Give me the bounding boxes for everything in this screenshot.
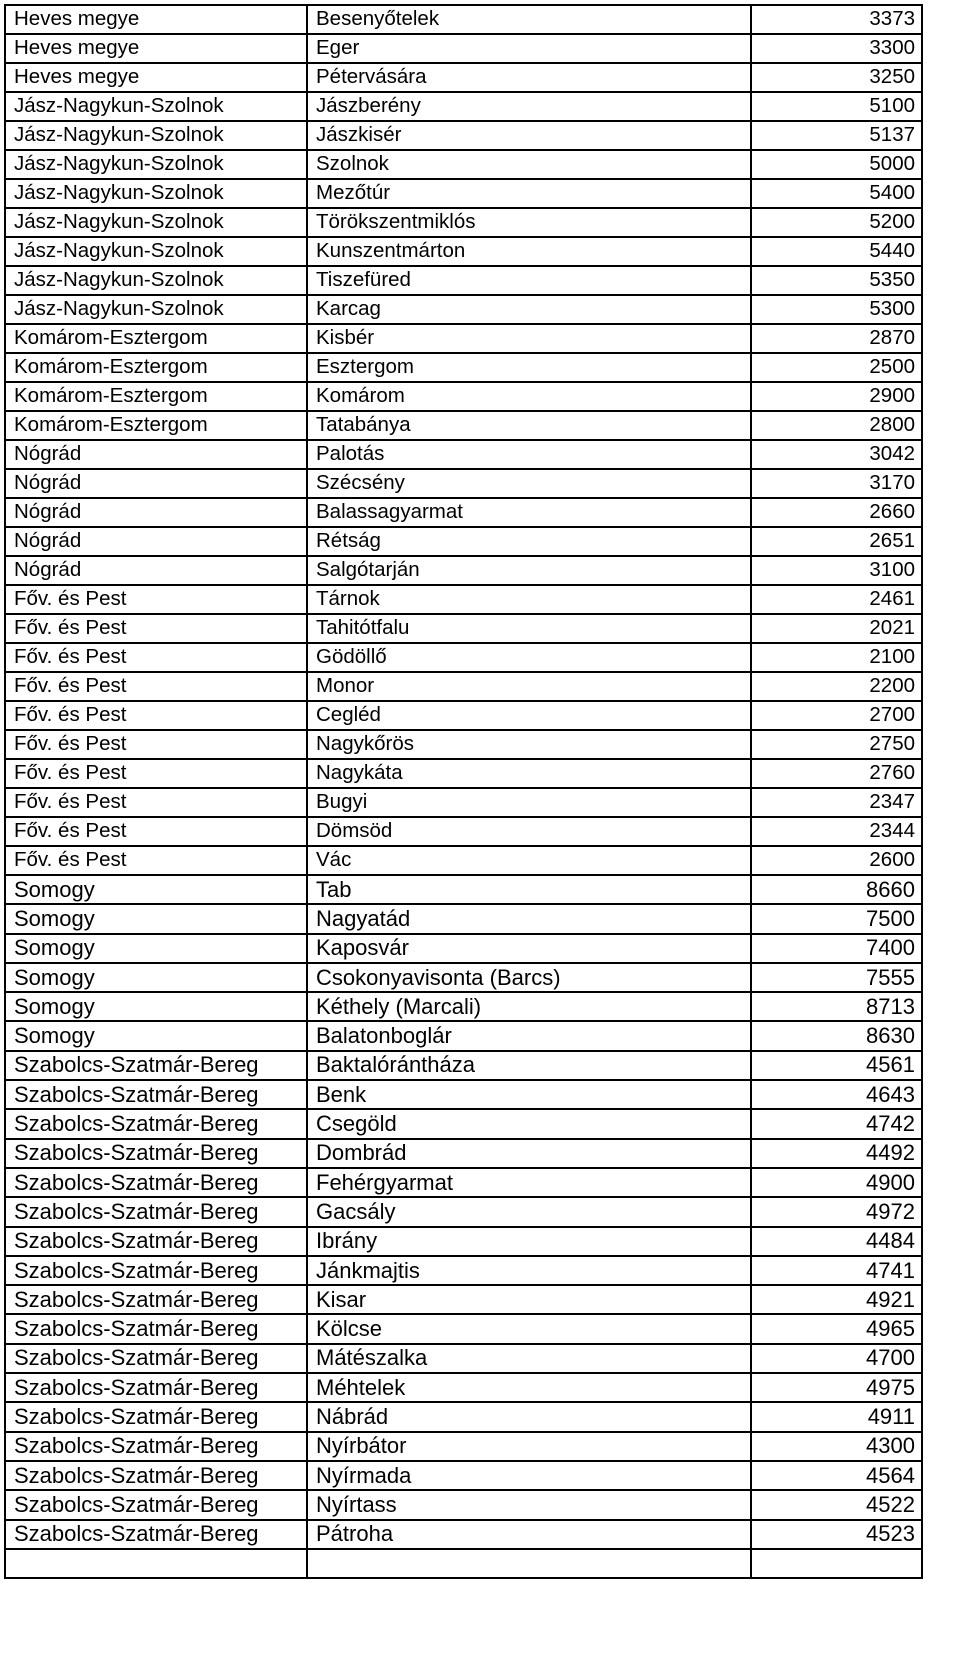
county-cell: Főv. és Pest — [5, 701, 307, 730]
town-cell: Csegöld — [307, 1109, 751, 1138]
county-cell: Nógrád — [5, 556, 307, 585]
town-cell: Gödöllő — [307, 643, 751, 672]
zip-cell: 5200 — [751, 208, 922, 237]
town-cell: Nagykőrös — [307, 730, 751, 759]
table-row — [5, 92, 922, 121]
county-cell: Főv. és Pest — [5, 788, 307, 817]
county-cell: Főv. és Pest — [5, 846, 307, 875]
table-row — [5, 440, 922, 469]
table-row — [5, 121, 922, 150]
town-cell: Gacsály — [307, 1197, 751, 1226]
table-row — [5, 875, 922, 904]
county-cell: Jász-Nagykun-Szolnok — [5, 92, 307, 121]
zip-cell: 4700 — [751, 1344, 922, 1373]
town-cell: Eger — [307, 34, 751, 63]
zip-cell: 4975 — [751, 1373, 922, 1402]
table-row — [5, 963, 922, 992]
zip-cell: 5000 — [751, 150, 922, 179]
table-row — [5, 266, 922, 295]
town-cell: Vác — [307, 846, 751, 875]
county-cell: Szabolcs-Szatmár-Bereg — [5, 1197, 307, 1226]
county-cell: Somogy — [5, 904, 307, 933]
zip-cell: 4741 — [751, 1256, 922, 1285]
town-cell: Jánkmajtis — [307, 1256, 751, 1285]
zip-cell: 4742 — [751, 1109, 922, 1138]
town-cell: Tab — [307, 875, 751, 904]
table-row — [5, 5, 922, 34]
table-row — [5, 1373, 922, 1402]
zip-cell: 4561 — [751, 1051, 922, 1080]
table-row — [5, 934, 922, 963]
county-cell: Komárom-Esztergom — [5, 353, 307, 382]
zip-cell: 5300 — [751, 295, 922, 324]
zip-cell: 4484 — [751, 1227, 922, 1256]
table-row — [5, 527, 922, 556]
table-row — [5, 469, 922, 498]
county-cell: Jász-Nagykun-Szolnok — [5, 150, 307, 179]
town-cell: Méhtelek — [307, 1373, 751, 1402]
zip-cell: 4921 — [751, 1285, 922, 1314]
county-cell: Szabolcs-Szatmár-Bereg — [5, 1109, 307, 1138]
county-cell: Szabolcs-Szatmár-Bereg — [5, 1373, 307, 1402]
zip-cell: 2800 — [751, 411, 922, 440]
town-cell: Tárnok — [307, 585, 751, 614]
county-cell: Jász-Nagykun-Szolnok — [5, 179, 307, 208]
county-cell: Somogy — [5, 1021, 307, 1050]
postal-code-table — [4, 4, 923, 1579]
county-cell: Szabolcs-Szatmár-Bereg — [5, 1402, 307, 1431]
table-row — [5, 63, 922, 92]
county-cell: Komárom-Esztergom — [5, 324, 307, 353]
county-cell: Szabolcs-Szatmár-Bereg — [5, 1461, 307, 1490]
town-cell: Nábrád — [307, 1402, 751, 1431]
county-cell: Szabolcs-Szatmár-Bereg — [5, 1314, 307, 1343]
zip-cell: 4911 — [751, 1402, 922, 1431]
table-row — [5, 846, 922, 875]
zip-cell: 2760 — [751, 759, 922, 788]
table-row — [5, 1432, 922, 1461]
county-cell: Szabolcs-Szatmár-Bereg — [5, 1080, 307, 1109]
county-cell: Komárom-Esztergom — [5, 382, 307, 411]
zip-cell: 4523 — [751, 1520, 922, 1549]
town-cell: Szécsény — [307, 469, 751, 498]
zip-cell: 2660 — [751, 498, 922, 527]
county-cell: Jász-Nagykun-Szolnok — [5, 237, 307, 266]
town-cell: Mezőtúr — [307, 179, 751, 208]
county-cell: Nógrád — [5, 469, 307, 498]
zip-cell: 3250 — [751, 63, 922, 92]
zip-cell: 4300 — [751, 1432, 922, 1461]
zip-cell: 4522 — [751, 1490, 922, 1519]
table-row — [5, 34, 922, 63]
county-cell: Főv. és Pest — [5, 730, 307, 759]
town-cell: Nyírmada — [307, 1461, 751, 1490]
zip-cell: 7555 — [751, 963, 922, 992]
table-row — [5, 1402, 922, 1431]
county-cell: Heves megye — [5, 63, 307, 92]
zip-cell: 2900 — [751, 382, 922, 411]
zip-cell: 3100 — [751, 556, 922, 585]
zip-cell: 5100 — [751, 92, 922, 121]
zip-cell: 4900 — [751, 1168, 922, 1197]
zip-cell: 2200 — [751, 672, 922, 701]
table-row — [5, 614, 922, 643]
town-cell: Kéthely (Marcali) — [307, 992, 751, 1021]
county-cell: Heves megye — [5, 34, 307, 63]
zip-cell: 2870 — [751, 324, 922, 353]
zip-cell: 3170 — [751, 469, 922, 498]
table-body — [5, 5, 922, 1578]
town-cell: Cegléd — [307, 701, 751, 730]
town-cell: Baktalórántháza — [307, 1051, 751, 1080]
zip-cell: 7500 — [751, 904, 922, 933]
town-cell: Balassagyarmat — [307, 498, 751, 527]
county-cell: Főv. és Pest — [5, 817, 307, 846]
town-cell: Esztergom — [307, 353, 751, 382]
zip-cell: 2750 — [751, 730, 922, 759]
zip-cell: 5350 — [751, 266, 922, 295]
town-cell: Csokonyavisonta (Barcs) — [307, 963, 751, 992]
table-row — [5, 1139, 922, 1168]
county-cell: Szabolcs-Szatmár-Bereg — [5, 1285, 307, 1314]
town-cell: Karcag — [307, 295, 751, 324]
table-row — [5, 1461, 922, 1490]
table-row — [5, 1520, 922, 1549]
zip-cell: 2347 — [751, 788, 922, 817]
county-cell: Szabolcs-Szatmár-Bereg — [5, 1344, 307, 1373]
table-row — [5, 1021, 922, 1050]
table-row — [5, 1344, 922, 1373]
county-cell: Szabolcs-Szatmár-Bereg — [5, 1490, 307, 1519]
zip-cell: 5440 — [751, 237, 922, 266]
table-row — [5, 1197, 922, 1226]
table-row — [5, 730, 922, 759]
county-cell: Szabolcs-Szatmár-Bereg — [5, 1227, 307, 1256]
county-cell: Főv. és Pest — [5, 759, 307, 788]
county-cell: Jász-Nagykun-Szolnok — [5, 208, 307, 237]
table-row — [5, 1080, 922, 1109]
town-cell: Dömsöd — [307, 817, 751, 846]
town-cell: Mátészalka — [307, 1344, 751, 1373]
table-row — [5, 382, 922, 411]
town-cell: Kunszentmárton — [307, 237, 751, 266]
town-cell: Ibrány — [307, 1227, 751, 1256]
county-cell: Somogy — [5, 875, 307, 904]
table-row — [5, 585, 922, 614]
town-cell: Palotás — [307, 440, 751, 469]
zip-cell: 4643 — [751, 1080, 922, 1109]
town-cell: Rétság — [307, 527, 751, 556]
zip-cell: 2461 — [751, 585, 922, 614]
table-row — [5, 701, 922, 730]
county-cell: Főv. és Pest — [5, 672, 307, 701]
county-cell: Heves megye — [5, 5, 307, 34]
zip-cell: 3042 — [751, 440, 922, 469]
zip-cell — [751, 1549, 922, 1578]
county-cell: Szabolcs-Szatmár-Bereg — [5, 1256, 307, 1285]
town-cell: Salgótarján — [307, 556, 751, 585]
table-row — [5, 150, 922, 179]
county-cell: Főv. és Pest — [5, 614, 307, 643]
table-row — [5, 643, 922, 672]
county-cell — [5, 1549, 307, 1578]
zip-cell: 5137 — [751, 121, 922, 150]
table-row — [5, 324, 922, 353]
town-cell: Kisbér — [307, 324, 751, 353]
town-cell: Fehérgyarmat — [307, 1168, 751, 1197]
town-cell: Tiszefüred — [307, 266, 751, 295]
town-cell: Szolnok — [307, 150, 751, 179]
table-row — [5, 1227, 922, 1256]
town-cell: Törökszentmiklós — [307, 208, 751, 237]
county-cell: Jász-Nagykun-Szolnok — [5, 266, 307, 295]
table-row — [5, 1314, 922, 1343]
town-cell: Bugyi — [307, 788, 751, 817]
table-row — [5, 295, 922, 324]
town-cell: Benk — [307, 1080, 751, 1109]
zip-cell: 4492 — [751, 1139, 922, 1168]
county-cell: Szabolcs-Szatmár-Bereg — [5, 1139, 307, 1168]
zip-cell: 2700 — [751, 701, 922, 730]
county-cell: Somogy — [5, 934, 307, 963]
table-row — [5, 1109, 922, 1138]
town-cell: Nagykáta — [307, 759, 751, 788]
town-cell: Nyírbátor — [307, 1432, 751, 1461]
county-cell: Nógrád — [5, 527, 307, 556]
county-cell: Jász-Nagykun-Szolnok — [5, 295, 307, 324]
table-row — [5, 904, 922, 933]
town-cell: Kölcse — [307, 1314, 751, 1343]
zip-cell: 4965 — [751, 1314, 922, 1343]
town-cell: Komárom — [307, 382, 751, 411]
town-cell: Jászberény — [307, 92, 751, 121]
zip-cell: 2500 — [751, 353, 922, 382]
zip-cell: 3300 — [751, 34, 922, 63]
town-cell: Nyírtass — [307, 1490, 751, 1519]
zip-cell: 2600 — [751, 846, 922, 875]
table-row — [5, 1490, 922, 1519]
town-cell: Dombrád — [307, 1139, 751, 1168]
zip-cell: 2021 — [751, 614, 922, 643]
county-cell: Szabolcs-Szatmár-Bereg — [5, 1051, 307, 1080]
zip-cell: 5400 — [751, 179, 922, 208]
county-cell: Nógrád — [5, 440, 307, 469]
county-cell: Főv. és Pest — [5, 585, 307, 614]
county-cell: Jász-Nagykun-Szolnok — [5, 121, 307, 150]
table-row — [5, 788, 922, 817]
county-cell: Főv. és Pest — [5, 643, 307, 672]
town-cell: Pétervására — [307, 63, 751, 92]
table-row — [5, 411, 922, 440]
county-cell: Nógrád — [5, 498, 307, 527]
county-cell: Somogy — [5, 992, 307, 1021]
table-row — [5, 556, 922, 585]
table-row — [5, 992, 922, 1021]
zip-cell: 7400 — [751, 934, 922, 963]
county-cell: Szabolcs-Szatmár-Bereg — [5, 1432, 307, 1461]
table-row — [5, 1168, 922, 1197]
county-cell: Szabolcs-Szatmár-Bereg — [5, 1520, 307, 1549]
table-row — [5, 672, 922, 701]
table-row — [5, 1256, 922, 1285]
zip-cell: 2100 — [751, 643, 922, 672]
town-cell: Besenyőtelek — [307, 5, 751, 34]
table-row — [5, 208, 922, 237]
zip-cell: 8660 — [751, 875, 922, 904]
table-row — [5, 179, 922, 208]
zip-cell: 2344 — [751, 817, 922, 846]
table-row — [5, 498, 922, 527]
zip-cell: 2651 — [751, 527, 922, 556]
town-cell: Pátroha — [307, 1520, 751, 1549]
table-row — [5, 353, 922, 382]
zip-cell: 4564 — [751, 1461, 922, 1490]
zip-cell: 8713 — [751, 992, 922, 1021]
table-row — [5, 1051, 922, 1080]
zip-cell: 4972 — [751, 1197, 922, 1226]
zip-cell: 3373 — [751, 5, 922, 34]
town-cell — [307, 1549, 751, 1578]
county-cell: Somogy — [5, 963, 307, 992]
table-row — [5, 1549, 922, 1578]
town-cell: Tatabánya — [307, 411, 751, 440]
town-cell: Tahitótfalu — [307, 614, 751, 643]
table-row — [5, 237, 922, 266]
town-cell: Jászkisér — [307, 121, 751, 150]
table-row — [5, 759, 922, 788]
town-cell: Kisar — [307, 1285, 751, 1314]
county-cell: Szabolcs-Szatmár-Bereg — [5, 1168, 307, 1197]
zip-cell: 8630 — [751, 1021, 922, 1050]
town-cell: Nagyatád — [307, 904, 751, 933]
town-cell: Kaposvár — [307, 934, 751, 963]
county-cell: Komárom-Esztergom — [5, 411, 307, 440]
town-cell: Balatonboglár — [307, 1021, 751, 1050]
table-row — [5, 1285, 922, 1314]
town-cell: Monor — [307, 672, 751, 701]
table-row — [5, 817, 922, 846]
